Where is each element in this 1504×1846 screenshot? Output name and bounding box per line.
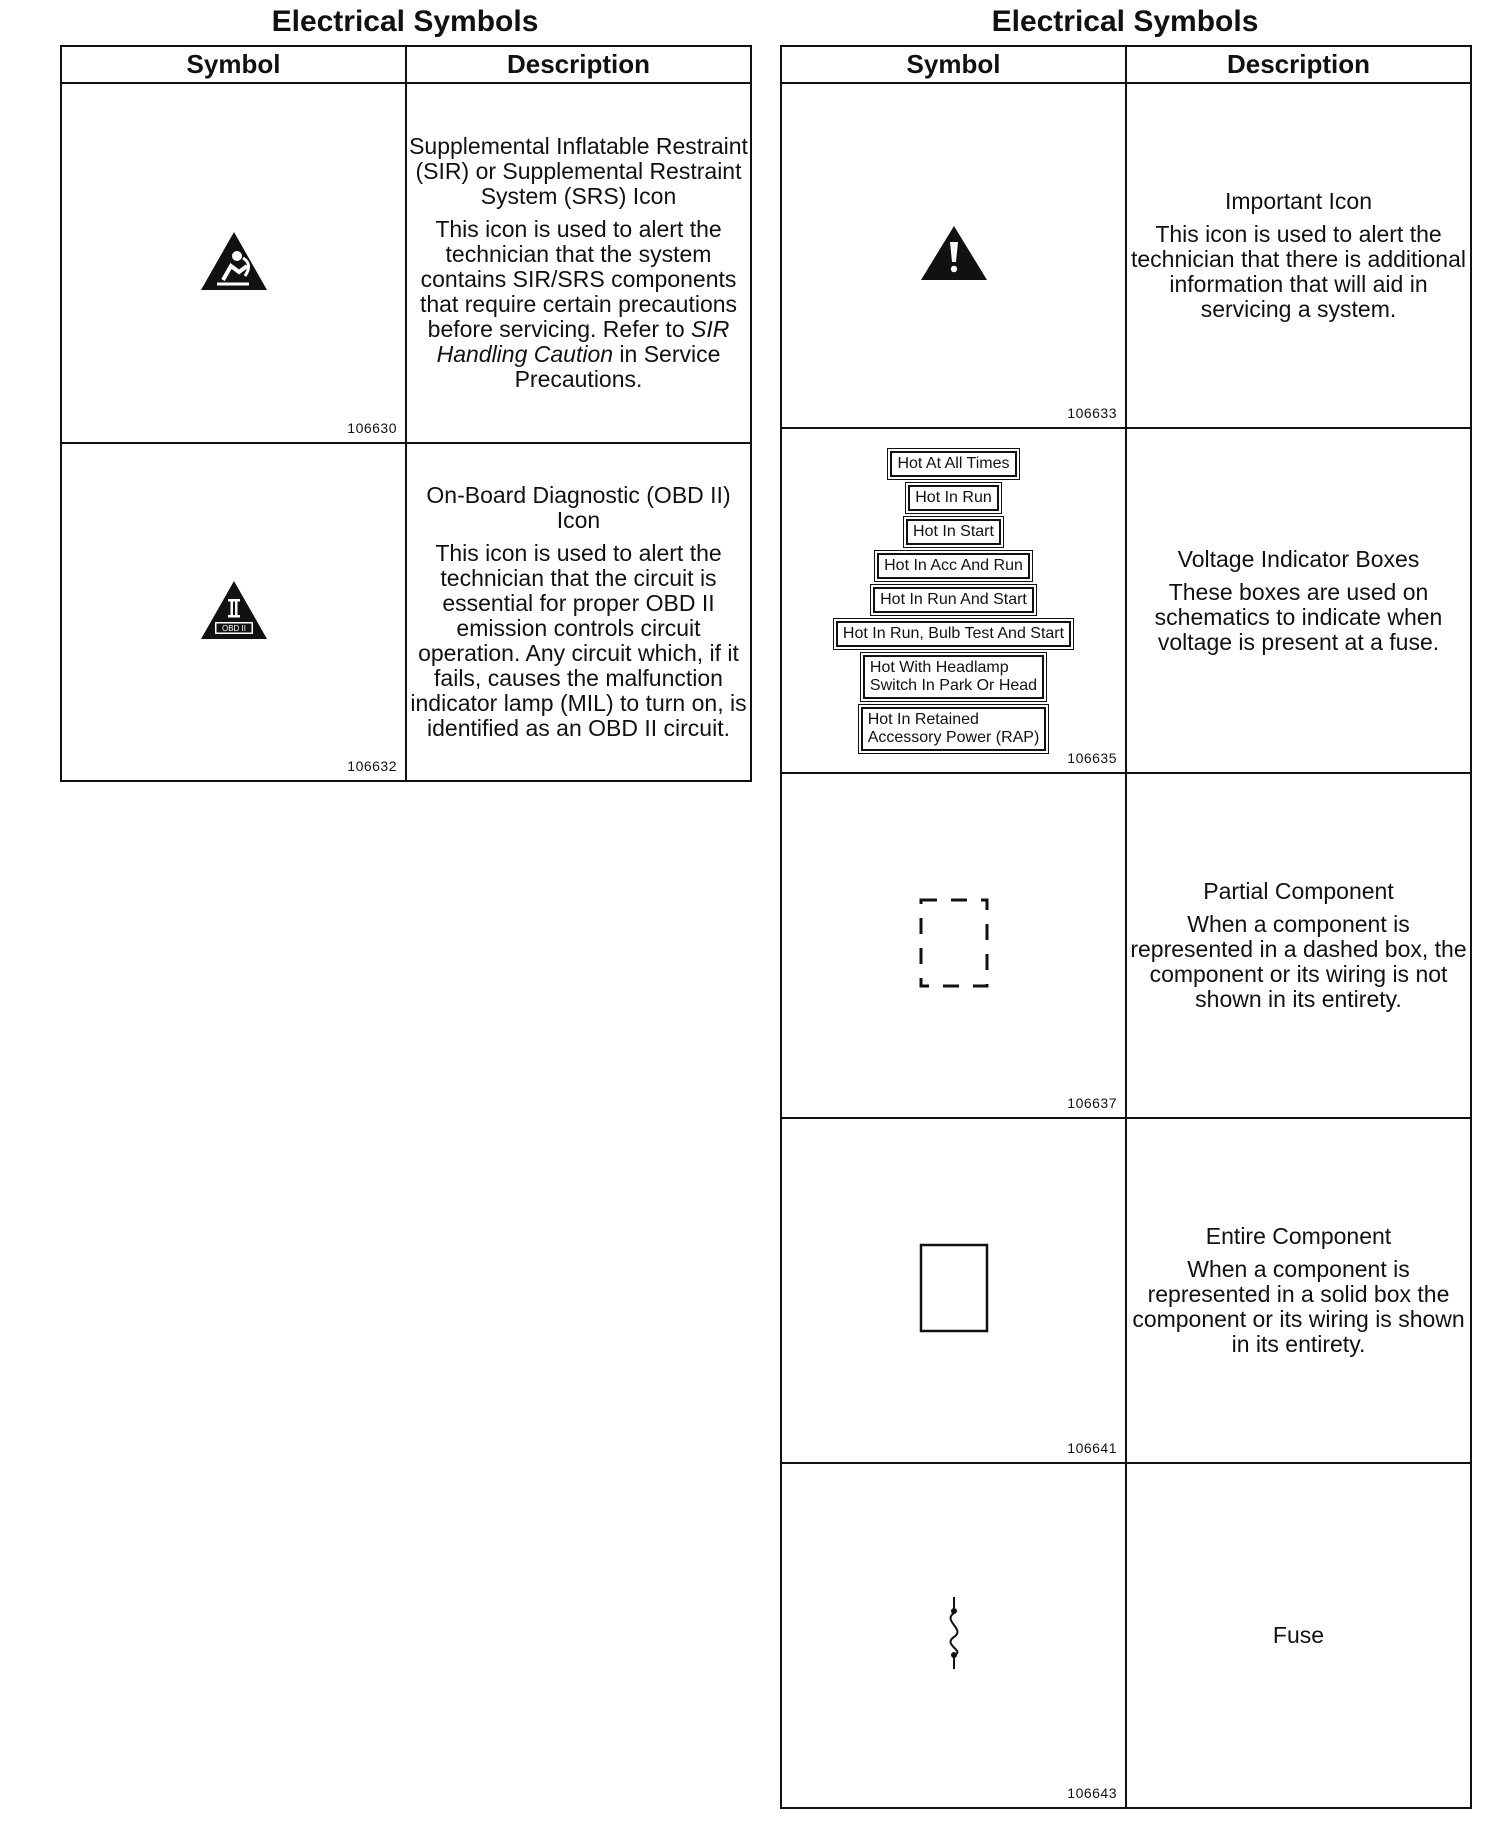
obd-ii-icon-text: OBD II xyxy=(221,623,246,633)
symbol-cell xyxy=(781,1463,1126,1808)
left-table-title: Electrical Symbols xyxy=(271,5,539,38)
figure-number: 106637 xyxy=(1067,1095,1117,1111)
voltage-box: Hot In Run, Bulb Test And Start xyxy=(836,621,1071,647)
right-symbols-table xyxy=(780,45,1472,1809)
figure-number: 106641 xyxy=(1067,1440,1117,1456)
symbol-cell xyxy=(781,773,1126,1118)
description-title: Partial Component xyxy=(1203,878,1394,904)
symbol-cell xyxy=(781,83,1126,428)
figure-number: 106632 xyxy=(347,758,397,774)
description-title: Supplemental Inflatable Restraint (SIR) or Supplemental Restraint System (SRS) Icon xyxy=(409,133,748,209)
description-title: Entire Component xyxy=(1205,1223,1392,1249)
voltage-box: Hot In Run And Start xyxy=(873,587,1034,613)
symbol-cell xyxy=(781,1118,1126,1463)
symbol-cell xyxy=(781,428,1126,773)
description-text: in Service Precautions. xyxy=(514,341,721,392)
description-title: On-Board Diagnostic (OBD II) Icon xyxy=(426,482,731,533)
voltage-box: Hot At All Times xyxy=(890,451,1016,477)
table-row xyxy=(781,428,1471,773)
header-row xyxy=(781,46,1471,83)
obd-ii-warning-icon xyxy=(199,579,269,641)
voltage-box: Hot In Start xyxy=(906,519,1001,545)
description-body xyxy=(407,217,750,392)
important-warning-icon xyxy=(919,224,989,282)
fuse-icon xyxy=(939,1595,969,1671)
table-row xyxy=(61,443,751,781)
description-italic-ref: SIR Handling Caution xyxy=(436,316,730,367)
description-cell xyxy=(1126,773,1471,1118)
figure-number: 106635 xyxy=(1067,750,1117,766)
description-cell xyxy=(1126,1118,1471,1463)
description-body: This icon is used to alert the technician that there is additional information that will aid in servicing a system. xyxy=(1131,221,1466,322)
sir-warning-icon xyxy=(199,230,269,292)
dashed-box-icon xyxy=(918,897,990,989)
figure-number: 106633 xyxy=(1067,405,1117,421)
figure-number: 106630 xyxy=(347,420,397,436)
symbol-header: Symbol xyxy=(781,46,1126,83)
description-title: Important Icon xyxy=(1224,188,1373,214)
description-header: Description xyxy=(1126,46,1471,83)
table-row xyxy=(61,83,751,443)
description-cell xyxy=(1126,83,1471,428)
description-cell xyxy=(406,443,751,781)
symbol-cell xyxy=(61,83,406,443)
voltage-box-list xyxy=(782,451,1125,751)
description-body: When a component is represented in a solid box the component or its wiring is shown in its entirety. xyxy=(1132,1256,1465,1357)
description-title: Fuse xyxy=(1272,1622,1325,1648)
description-cell xyxy=(1126,1463,1471,1808)
description-body: When a component is represented in a dashed box, the component or its wiring is not shown in its entirety. xyxy=(1130,911,1467,1012)
table-row xyxy=(781,773,1471,1118)
voltage-box: Hot In Acc And Run xyxy=(877,553,1030,579)
table-row xyxy=(781,1118,1471,1463)
left-symbols-table xyxy=(60,45,752,782)
description-title: Voltage Indicator Boxes xyxy=(1177,545,1420,572)
table-row xyxy=(781,1463,1471,1808)
description-cell xyxy=(1126,428,1471,773)
solid-box-icon xyxy=(918,1242,990,1334)
header-row xyxy=(61,46,751,83)
figure-number: 106643 xyxy=(1067,1785,1117,1801)
description-header: Description xyxy=(406,46,751,83)
description-body: This icon is used to alert the technician that the circuit is essential for proper OBD II emission controls circuit operation. Any circuit which, if it fails, causes the malfunction indicator lamp (MIL) to turn on, is identified as an OBD II circuit. xyxy=(410,540,747,741)
table-row xyxy=(781,83,1471,428)
voltage-box: Hot With Headlamp Switch In Park Or Head xyxy=(863,655,1044,699)
right-table-title: Electrical Symbols xyxy=(991,5,1259,38)
voltage-box: Hot In Run xyxy=(908,485,998,511)
description-text: This icon is used to alert the technician that the system contains SIR/SRS components that require certain precautions before servicing. Refer to xyxy=(419,216,738,342)
description-body: These boxes are used on schematics to indicate when voltage is present at a fuse. xyxy=(1154,578,1443,655)
symbol-header: Symbol xyxy=(61,46,406,83)
symbol-cell xyxy=(61,443,406,781)
description-cell xyxy=(406,83,751,443)
voltage-box: Hot In Retained Accessory Power (RAP) xyxy=(861,707,1047,751)
